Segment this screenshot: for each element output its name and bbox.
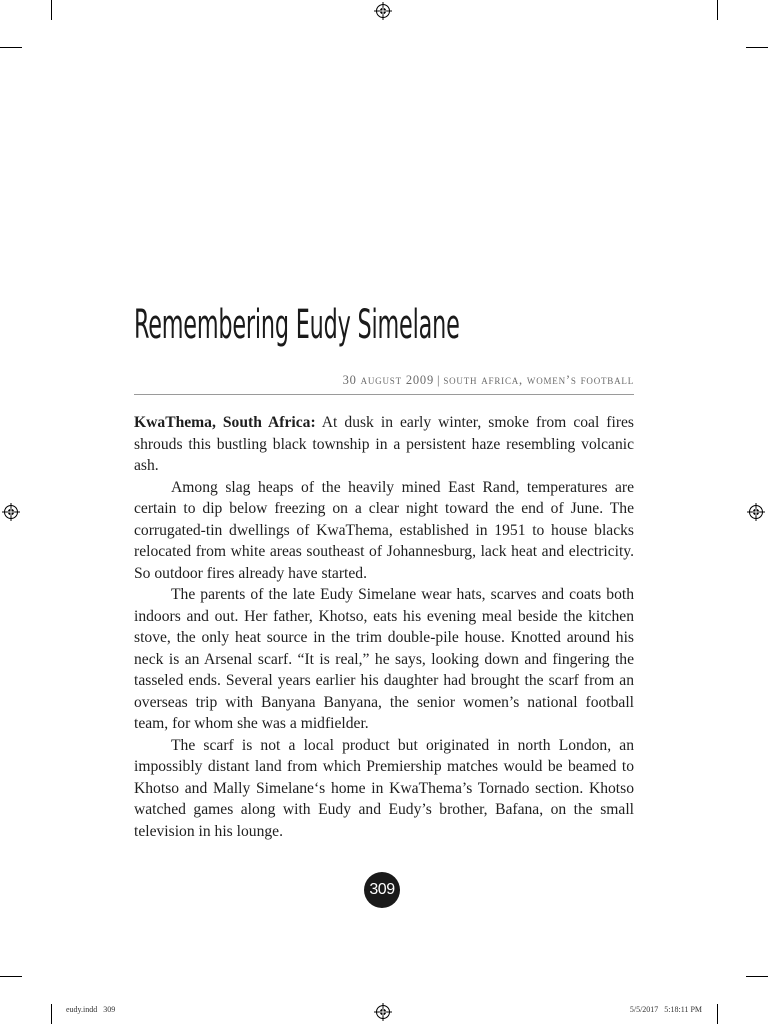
title-rule [134, 394, 634, 395]
crop-mark-left-bottom [0, 976, 22, 977]
article-body [134, 412, 634, 842]
article-category: south africa, women’s football [443, 373, 634, 387]
dateline [343, 373, 634, 388]
paragraph: The scarf is not a local product but originated in north London, an impossibly distant land from which Premiership matches would be beamed to Khotso and Mally Simelane‘s home in KwaThema’s Tornado section. Khotso watched games along with Eudy and Eudy’s brother, Bafana, on the small television in his lounge. [134, 736, 634, 840]
paragraph-text: At dusk in early winter, smoke from coal fires shrouds this bustling black township in a persistent haze resembling volcanic ash. [134, 414, 635, 474]
registration-target-icon [2, 503, 20, 521]
page-number: 309 [364, 872, 400, 908]
crop-mark-right-bottom [746, 976, 768, 977]
timestamp-slug: 5/5/2017 5:18:11 PM [629, 1005, 702, 1014]
article-date: 30 august 2009 [342, 373, 435, 387]
paragraph: Among slag heaps of the heavily mined East Rand, temperatures are certain to dip below freezing on a clear night toward the end of June. The corrugated-tin dwellings of KwaThema, established in 1951 to house blacks relocated from white areas southeast of Johannesburg, lack heat and electricity. So outdoor fires already have started. [134, 478, 634, 582]
lead-in: KwaThema, South Africa: [134, 414, 316, 431]
crop-mark-top-left [51, 0, 52, 20]
dateline-separator: | [437, 373, 441, 387]
crop-mark-bottom-left [51, 1004, 52, 1024]
crop-mark-left-top [0, 47, 22, 48]
crop-mark-right-top [746, 47, 768, 48]
crop-mark-top-right [717, 0, 718, 20]
paragraph [134, 412, 634, 477]
paragraph: The parents of the late Eudy Simelane wear hats, scarves and coats both indoors and out. Her father, Khotso, eats his evening meal beside the kitchen stove, the only heat source in the trim double-pile house. Knotted around his neck is an Arsenal scarf. “It is real,” he says, looking down and fingering the tasseled ends. Several years earlier his daughter had brought the scarf from an overseas trip with Banyana Banyana, the senior women’s national football team, for whom she was a midfielder. [134, 586, 634, 732]
registration-target-icon [374, 2, 392, 20]
crop-mark-bottom-right [717, 1004, 718, 1024]
registration-target-icon [374, 1003, 392, 1021]
registration-target-icon [747, 503, 765, 521]
chapter-title: Remembering Eudy Simelane [134, 302, 460, 348]
file-slug: eudy.indd 309 [66, 1005, 116, 1014]
